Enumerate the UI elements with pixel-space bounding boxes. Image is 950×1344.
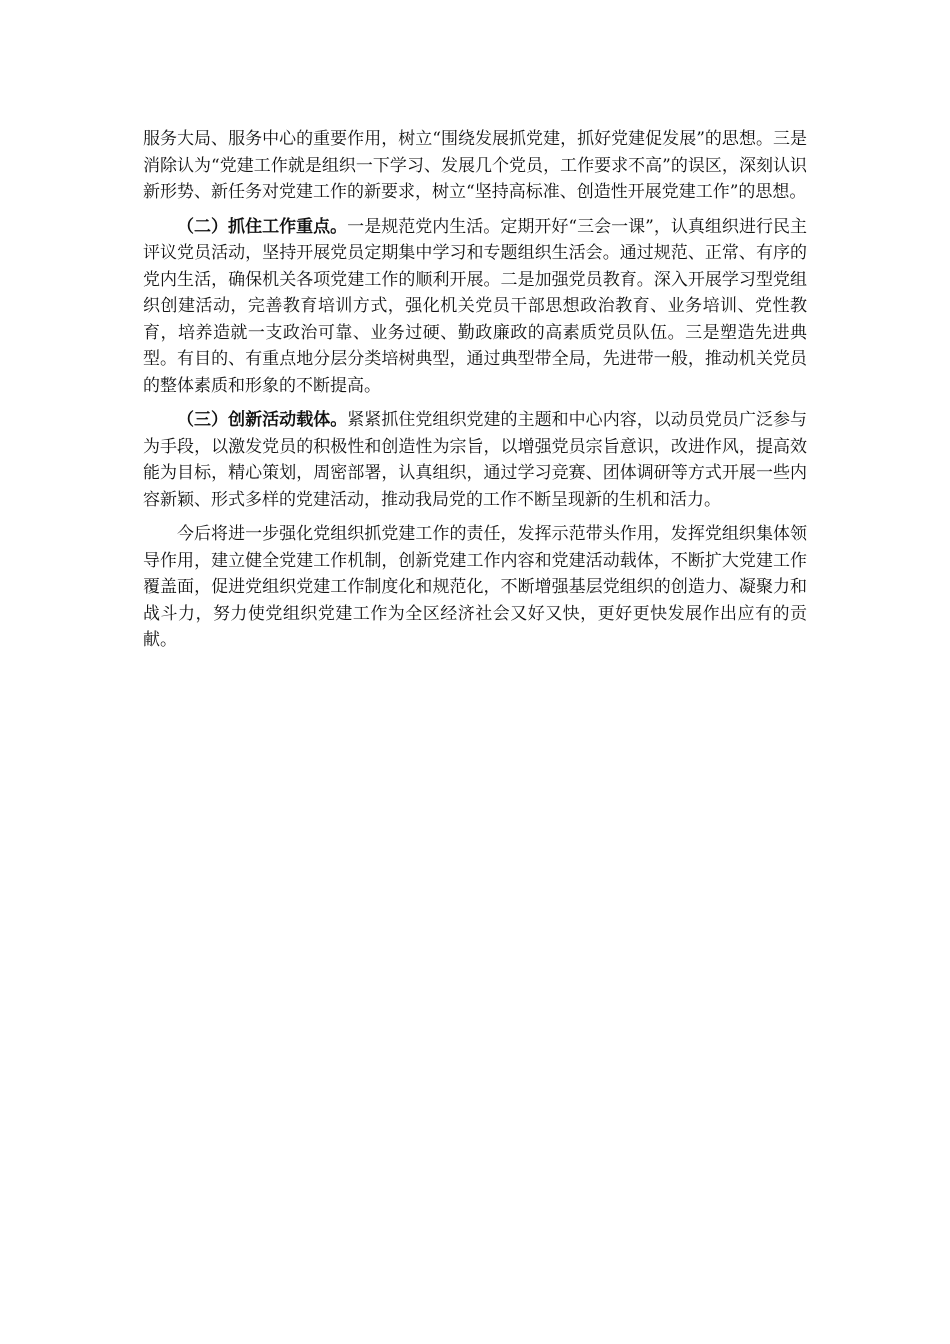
paragraph-text: 今后将进一步强化党组织抓党建工作的责任，发挥示范带头作用，发挥党组织集体领导作用，建立健全党建工作机制，创新党建工作内容和党建活动载体，不断扩大党建工作覆盖面，促进党组织党建工作制度化和规范化，不断增强基层党组织的创造力、凝聚力和战斗力，努力使党组织党建工作为全区经济社会又好又快，更好更快发展作出应有的贡献。 [143, 524, 807, 650]
paragraph-work-focus [143, 214, 807, 400]
paragraph-activity-innovation [143, 407, 807, 513]
section-heading: （三）创新活动载体。 [177, 410, 348, 430]
paragraph-conclusion [143, 521, 807, 654]
paragraph-text: 服务大局、服务中心的重要作用，树立“围绕发展抓党建，抓好党建促发展”的思想。三是消除认为“党建工作就是组织一下学习、发展几个党员，工作要求不高”的误区，深刻认识新形势、新任务对党建工作的新要求，树立“坚持高标准、创造性开展党建工作”的思想。 [143, 129, 807, 202]
section-heading: （二）抓住工作重点。 [177, 216, 348, 237]
paragraph-text: 一是规范党内生活。定期开好“三会一课”，认真组织进行民主评议党员活动，坚持开展党员定期集中学习和专题组织生活会。通过规范、正常、有序的党内生活，确保机关各项党建工作的顺利开展。二是加强党员教育。深入开展学习型党组织创建活动，完善教育培训方式，强化机关党员干部思想政治教育、业务培训、党性教育，培养造就一支政治可靠、业务过硬、勤政廉政的高素质党员队伍。三是塑造先进典型。有目的、有重点地分层分类培树典型，通过典型带全局，先进带一般，推动机关党员的整体素质和形象的不断提高。 [143, 216, 807, 396]
paragraph-text: 紧紧抓住党组织党建的主题和中心内容，以动员党员广泛参与为手段，以激发党员的积极性和创造性为宗旨，以增强党员宗旨意识，改进作风，提高效能为目标，精心策划，周密部署，认真组织，通过学习竞赛、团体调研等方式开展一些内容新颖、形式多样的党建活动，推动我局党的工作不断呈现新的生机和活力。 [143, 410, 808, 510]
document-page [143, 126, 807, 662]
paragraph-continuation [143, 126, 807, 206]
